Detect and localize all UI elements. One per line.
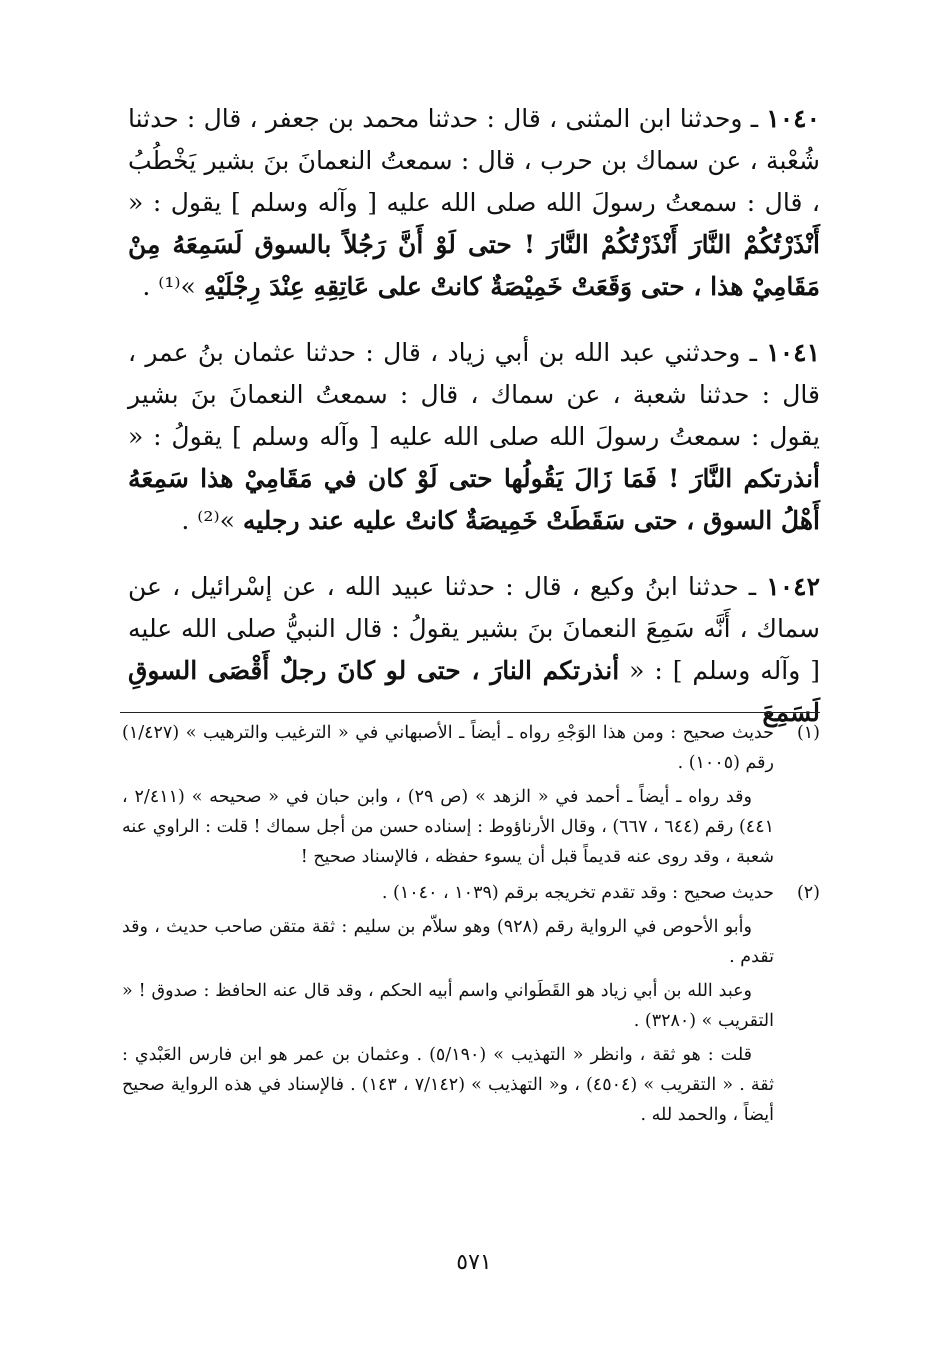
footnote-2	[122, 878, 820, 1134]
hadith-1040	[128, 98, 820, 308]
hadith-matn: أَنْذَرْتُكُمْ النَّارَ أَنْذَرْتُكُمْ النَّارَ ! حتى لَوْ أَنَّ رَجُلاً بالسوق لَسَمِعَهُ مِنْ مَقَامِيْ هذا ، حتى وَقَعَتْ خَمِيْصَةٌ كانتْ على عَاتِقِهِ عِنْدَ رِجْلَيْهِ	[128, 230, 820, 301]
hadith-isnad: ـ وحدثنا ابن المثنى ، قال : حدثنا محمد بن جعفر ، قال : حدثنا شُعْبة ، عن سماك بن حرب ، قال : سمعتُ النعمانَ بنَ بشير يَخْطُبُ ، قال : سمعتُ رسولَ الله صلى الله عليه [ وآله وسلم ] يقول : «	[128, 104, 820, 217]
footnotes	[122, 718, 820, 1136]
footnote-paragraph: حديث صحيح : وقد تقدم تخريجه برقم (١٠٣٩ ، ١٠٤٠) .	[381, 883, 774, 903]
footnote-mark: (٢)	[796, 883, 820, 903]
hadith-isnad: ـ وحدثني عبد الله بن أبي زياد ، قال : حدثنا عثمان بنُ عمر ، قال : حدثنا شعبة ، عن سماك ، قال : سمعتُ النعمانَ بنَ بشير يقول : سمعتُ رسولَ الله صلى الله عليه [ وآله وسلم ] يقولُ : «	[128, 338, 820, 451]
footnote-paragraph: حديث صحيح : ومن هذا الوَجْهِ رواه ـ أيضاً ـ الأصبهاني في « الترغيب والترهيب » (١/٤٢٧) رقم (١٠٠٥) .	[122, 723, 774, 773]
footnote-paragraph: وعبد الله بن أبي زياد هو القَطَواني واسم أبيه الحكم ، وقد قال عنه الحافظ : صدوق ! « التقريب » (٣٢٨٠) .	[122, 981, 774, 1031]
hadith-matn: أنذرتكم النارَ ، حتى لو كانَ رجلٌ أَقْصَى السوقِ لَسَمِعَ	[128, 656, 820, 727]
footnote-mark: (١)	[796, 723, 820, 743]
footnote-body	[122, 718, 774, 876]
footnote-1	[122, 718, 820, 876]
hadith-number: ١٠٤٠	[766, 104, 820, 133]
hadith-matn: أنذرتكم النَّارَ ! فَمَا زَالَ يَقُولُها حتى لَوْ كان في مَقَامِيْ هذا سَمِعَهُ أَهْلُ السوق ، حتى سَقَطَتْ خَمِيصَةٌ كانتْ عليه عند رجليه	[128, 464, 820, 535]
footnote-body	[122, 878, 774, 1134]
footnote-paragraph: قلت : هو ثقة ، وانظر « التهذيب » (٥/١٩٠) . وعثمان بن عمر هو ابن فارس العَبْدي : ثقة . « التقريب » (٤٥٠٤) ، و« التهذيب » (٧/١٤٢ ، ١٤٣) . فالإسناد في هذه الرواية صحيح أيضاً ، والحمد لله .	[122, 1045, 774, 1125]
page-number: ٥٧١	[456, 1250, 492, 1275]
main-text	[128, 98, 820, 758]
footnote-divider	[120, 712, 820, 713]
hadith-1042	[128, 566, 820, 734]
hadith-number: ١٠٤١	[766, 338, 820, 367]
footnote-paragraph: وقد رواه ـ أيضاً ـ أحمد في « الزهد » (ص ٢٩) ، وابن حبان في « صحيحه » (٢/٤١١ ، ٤٤١) رقم (٦٤٤ ، ٦٦٧) ، وقال الأرناؤوط : إسناده حسن من أجل سماك ! قلت : الراوي عنه شعبة ، وقد روى عنه قديماً قبل أن يسوء حفظه ، فالإسناد صحيح !	[122, 787, 774, 867]
hadith-ending: »⁽¹⁾ .	[142, 272, 204, 301]
hadith-isnad: ـ حدثنا ابنُ وكيع ، قال : حدثنا عبيد الله ، عن إسْرائيل ، عن سماك ، أَنَّه سَمِعَ النعمانَ بنَ بشير يقولُ : قال النبيُّ صلى الله عليه [ وآله وسلم ] : «	[128, 572, 820, 685]
hadith-number: ١٠٤٢	[766, 572, 820, 601]
footnote-paragraph: وأبو الأحوص في الرواية رقم (٩٢٨) وهو سلاّم بن سليم : ثقة متقن صاحب حديث ، وقد تقدم .	[122, 917, 774, 967]
hadith-ending: »⁽²⁾ .	[181, 506, 243, 535]
hadith-1041	[128, 332, 820, 542]
